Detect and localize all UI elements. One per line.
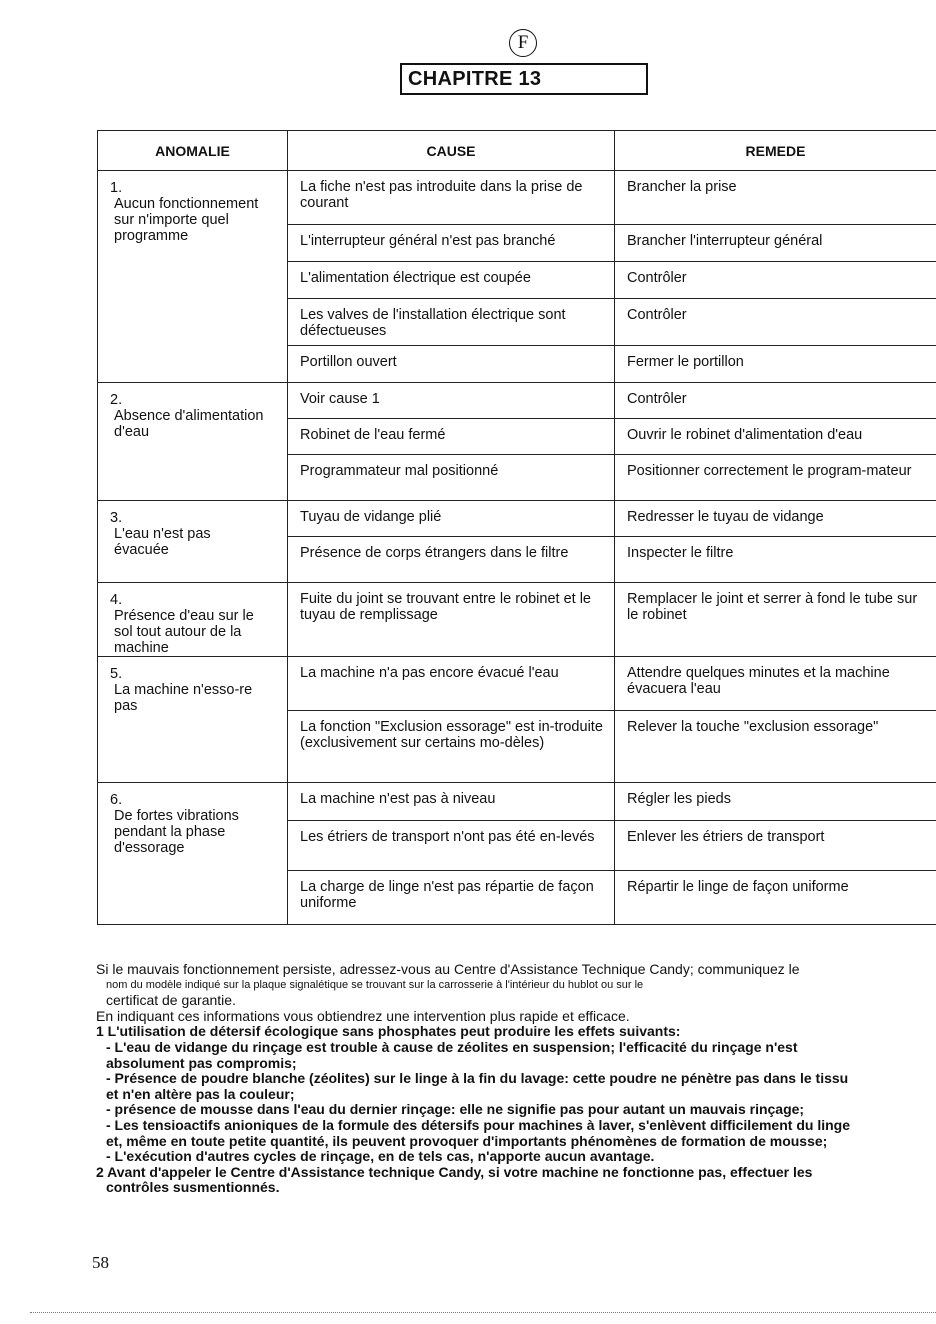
anomaly-cell [98,171,288,383]
footer-line: En indiquant ces informations vous obtiendrez une intervention plus rapide et efficace. [96,1007,630,1024]
table-header-row [98,131,936,171]
footer-line: Si le mauvais fonctionnement persiste, adressez-vous au Centre d'Assistance Technique Candy; communiquez le [96,962,800,977]
table-row [98,583,936,657]
cause-cell: Présence de corps étrangers dans le filtre [288,537,615,583]
header-anomalie: ANOMALIE [98,131,288,171]
table-row [98,657,936,711]
footer-line: certificat de garantie. [106,992,236,1009]
remedy-cell: Brancher la prise [615,171,936,225]
anomaly-number: 6. [110,792,123,808]
chapter-title: CHAPITRE 13 [400,63,648,95]
anomaly-cell [98,657,288,783]
table-row [98,501,936,537]
remedy-cell: Régler les pieds [615,783,936,821]
remedy-cell: Inspecter le filtre [615,537,936,583]
footer-line: et, même en toute petite quantité, ils peuvent provoquer d'importants phénomènes de formation de mousse; [106,1132,828,1149]
anomaly-text: De fortes vibrations pendant la phase d'essorage [114,808,239,856]
cause-cell: Tuyau de vidange plié [288,501,615,537]
footer-notes [96,962,936,1196]
footer-line: 1 L'utilisation de détersif écologique sans phosphates peut produire les effets suivants: [96,1023,681,1040]
language-marker: F [509,29,537,57]
table-row [98,171,936,225]
page-number: 58 [92,1253,109,1272]
footer-line: - Présence de poudre blanche (zéolites) sur le linge à la fin du lavage: cette poudre ne pénètre pas dans le tissu [106,1070,849,1087]
table-row [98,783,936,821]
cause-cell: La fiche n'est pas introduite dans la prise de courant [288,171,615,225]
anomaly-text: L'eau n'est pas évacuée [114,526,211,558]
footer-line: nom du modèle indiqué sur la plaque signalétique se trouvant sur la carrosserie à l'intérieur du hublot ou sur le [106,978,644,991]
troubleshooting-table [97,130,936,925]
footer-line: - L'eau de vidange du rinçage est trouble à cause de zéolites en suspension; l'efficacité du rinçage n'est [106,1038,798,1055]
anomaly-text: Absence d'alimentation d'eau [114,408,264,440]
remedy-cell: Fermer le portillon [615,346,936,383]
cause-cell: Portillon ouvert [288,346,615,383]
anomaly-cell [98,501,288,583]
anomaly-text: Aucun fonctionnement sur n'importe quel programme [114,196,259,244]
table-row [98,383,936,419]
remedy-cell: Brancher l'interrupteur général [615,225,936,262]
bottom-rule [30,1312,936,1313]
cause-cell: Robinet de l'eau fermé [288,419,615,455]
remedy-cell: Contrôler [615,299,936,346]
anomaly-number: 4. [110,592,123,608]
remedy-cell: Redresser le tuyau de vidange [615,501,936,537]
anomaly-number: 5. [110,666,123,682]
anomaly-text: Présence d'eau sur le sol tout autour de la machine [114,608,254,656]
anomaly-cell [98,383,288,501]
cause-cell: La charge de linge n'est pas répartie de façon uniforme [288,871,615,925]
cause-cell: Fuite du joint se trouvant entre le robinet et le tuyau de remplissage [288,583,615,657]
remedy-cell: Contrôler [615,262,936,299]
header-remede: REMEDE [615,131,936,171]
cause-cell: L'alimentation électrique est coupée [288,262,615,299]
anomaly-cell [98,583,288,657]
footer-line: et n'en altère pas la couleur; [106,1085,295,1102]
footer-line: - Les tensioactifs anioniques de la formule des détersifs pour machines à laver, s'enlèvent difficilement du linge [106,1116,850,1133]
footer-line: contrôles susmentionnés. [106,1179,280,1196]
anomaly-text: La machine n'esso-re pas [114,682,253,714]
cause-cell: Programmateur mal positionné [288,455,615,501]
remedy-cell: Répartir le linge de façon uniforme [615,871,936,925]
header-cause: CAUSE [288,131,615,171]
cause-cell: Voir cause 1 [288,383,615,419]
cause-cell: Les valves de l'installation électrique sont défectueuses [288,299,615,346]
footer-line: absolument pas compromis; [106,1054,297,1071]
footer-line: - présence de mousse dans l'eau du dernier rinçage: elle ne signifie pas pour autant un mauvais rinçage; [106,1101,805,1118]
remedy-cell: Contrôler [615,383,936,419]
remedy-cell: Ouvrir le robinet d'alimentation d'eau [615,419,936,455]
cause-cell: La machine n'a pas encore évacué l'eau [288,657,615,711]
remedy-cell: Relever la touche "exclusion essorage" [615,711,936,783]
table-body [98,171,936,925]
remedy-cell: Enlever les étriers de transport [615,821,936,871]
cause-cell: La machine n'est pas à niveau [288,783,615,821]
remedy-cell: Positionner correctement le program-mateur [615,455,936,501]
cause-cell: L'interrupteur général n'est pas branché [288,225,615,262]
footer-line: - L'exécution d'autres cycles de rinçage, en de tels cas, n'apporte aucun avantage. [106,1148,655,1165]
footer-line: 2 Avant d'appeler le Centre d'Assistance technique Candy, si votre machine ne fonctionne pas, effectuer les [96,1163,813,1180]
anomaly-number: 2. [110,392,123,408]
remedy-cell: Attendre quelques minutes et la machine évacuera l'eau [615,657,936,711]
cause-cell: Les étriers de transport n'ont pas été en-levés [288,821,615,871]
anomaly-number: 1. [110,180,123,196]
anomaly-cell [98,783,288,925]
cause-cell: La fonction "Exclusion essorage" est in-troduite (exclusivement sur certains mo-dèles) [288,711,615,783]
remedy-cell: Remplacer le joint et serrer à fond le tube sur le robinet [615,583,936,657]
anomaly-number: 3. [110,510,123,526]
